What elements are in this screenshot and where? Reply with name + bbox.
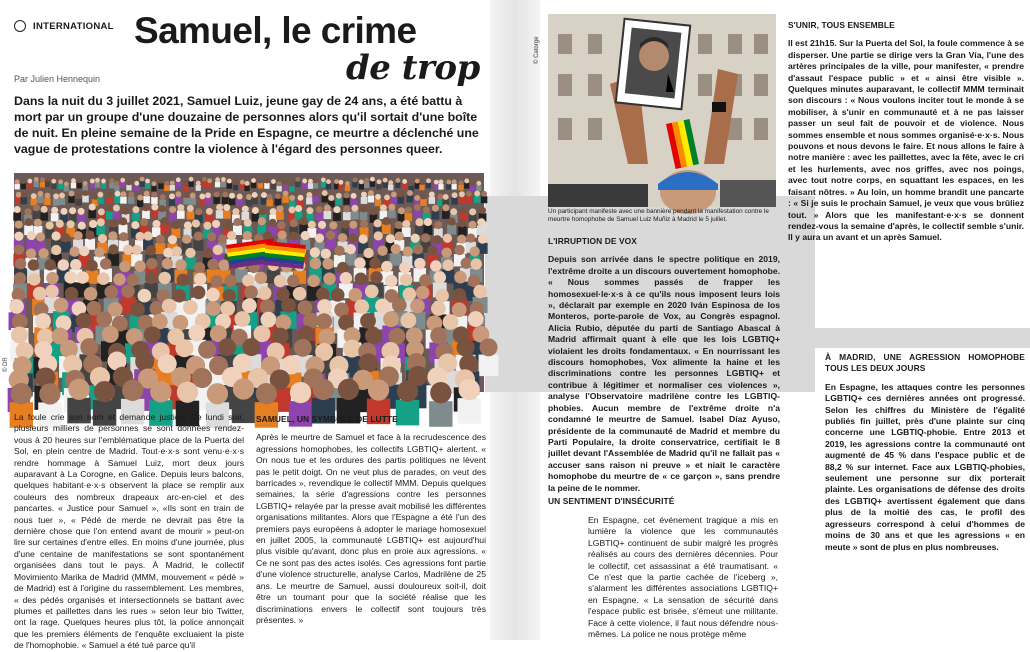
column-3-lower: [548, 496, 780, 514]
column-2: [256, 414, 486, 626]
body-paragraph: La foule crie son nom et demande justice. Ce lundi soir, plusieurs milliers de personnes se sont données rendez-vous à 20 heures sur l'emblématique place de la Puerta del Sol, en plein centre de Madrid. Tout·e·x·s sont venu·e·x·s rendre hommage à Samuel Luiz, mort deux jours auparavant à La Corogne, en Galice. Depuis leurs balcons, quelques habitant·e·x·s observent la place se remplir aux couleurs des nombreux drapeaux arc-en-ciel et des pancartes. « Justice pour Samuel », «Ils sont en train de nous tuer », « Pédé de merde ne devrait pas être la dernière chose que l'on entend avant de mourir » peut-on lire sur certaines d'entre elles. En moins d'une journée, plus d'une centaine de manifestations se sont spontanément organisées dans tout le pays. À Madrid, le collectif Movimiento Marika de Madrid (MMM, mouvement « pédé » de Madrid) est à l'origine du rassemblement. Les membres, « des pédés organisés et intersectionnels se battant avec plumes et paillettes dans les rues » selon leur bio Twitter, ont la rage. Quelques heures plus tôt, la police annonçait que les premiers éléments de l'enquête excluaient la piste de l'homophobie. « Samuel a été tué parce qu'il: [14, 412, 244, 651]
lede-paragraph: Dans la nuit du 3 juillet 2021, Samuel Luiz, jeune gay de 24 ans, a été battu à mort par un groupe d'une douzaine de personnes alors qu'il sortait d'une boîte de nuit. En pleine semaine de la Pride en Espagne, ce meurtre a déclenché une vague de protestations contre la violence à l'égard des personnes queer.: [14, 94, 479, 156]
photo-credit: © Catorge: [534, 36, 540, 64]
subheading: S'UNIR, TOUS ENSEMBLE: [788, 20, 895, 30]
right-page: [534, 0, 1030, 640]
body-paragraph: Après le meurtre de Samuel et face à la recrudescence des agressions homophobes, les collectifs LGBTIQ+ alertent. « On nous tue et les ordures des partis politiques ne lèvent pas le petit doigt. On ne veut plus de parades, on veut des barricades », revendique le collectif MMM. Depuis quelques semaines, la série d'agressions contre les personnes LGBTIQ+ relayée par la presse avait mobilisé les différentes organisations militantes. Alors que l'Espagne a été l'un des premiers pays européens à adopter le mariage homosexuel en juillet 2005, la communauté LGBTIQ+ est aujourd'hui plus visible qu'avant, donc plus en proie aux agressions. « Ce ne sont pas des actes isolés. Ces agressions font partie d'une violence structurelle, analyse Carlos, Madrilène de 25 ans. Le meurtre de Samuel, aussi douloureux soit-il, doit être un tournant pour que la société réalise que les discriminations envers le collectif sont toujours très présentes. »: [256, 432, 486, 625]
subheading: SAMUEL, UN SYMBOLE DE LUTTE: [256, 414, 398, 424]
subheading: L'IRRUPTION DE VOX: [548, 236, 637, 246]
body-paragraph: En Espagne, cet événement tragique a mis en lumière la violence que les communautés LGBTIQ+ continuent de subir malgré les progrès réalisés au cours des dernières décennies. Pour le collectif, cet assassinat a été traumatisant. « Ce n'est que la partie cachée de l'iceberg », s'alarment les différentes associations LGBTIQ+ en Espagne. « La sensation de sécurité dans l'espace public est brisée, s'émeut une militante. Face à cette violence, il faut nous défendre nous-mêmes. La police ne nous protège même: [588, 515, 778, 640]
body-paragraph: Il est 21h15. Sur la Puerta del Sol, la foule commence à se disperser. Une partie se dirige vers la Gran Vía, l'une des artères principales de la ville, pour manifester, « prendre d'assaut l'espace public » et « ainsi être visible ». Quelques minutes auparavant, le collectif MMM terminait son discours : « Nous voulons inciter tout le monde à se mobiliser, à s'unir en communauté et à ne pas laisser passer un seul fait de pouvoir et de violence. Nous sommes ensemble et nous sommes organisé·e·x·s. Nous pouvons et nous devons le faire. Et nous allons le faire à notre manière : avec les paillettes, avec la fête, avec le cri et les hurlements, avec nos griffes, avec nos poings, avec tout notre corps, en squattant les espaces, en les faisant nôtres. » Au loin, un homme brandit une pancarte : « Si je suis le prochain Samuel, je veux que vous brûliez tout. » Alors que les manifestant·e·x·s se donnent rendez-vous la semaine d'après, le collectif semble s'unir. Il y aura un avant et un après Samuel.: [788, 38, 1024, 243]
rubric-label: INTERNATIONAL: [33, 20, 114, 32]
section-rubric: [14, 20, 114, 32]
column-3: [548, 236, 780, 494]
circle-icon: [14, 20, 26, 32]
protest-photo: [548, 14, 776, 207]
column-5: [825, 352, 1025, 553]
subheading: À MADRID, UNE AGRESSION HOMOPHOBE TOUS LES DEUX JOURS: [825, 352, 1025, 374]
photo-caption: Un participant manifeste avec une bannière pendant la manifestation contre le meurtre homophobe de Samuel Luiz Muñiz à Madrid le 5 juillet.: [548, 208, 769, 223]
headline: Samuel, le crime: [134, 10, 417, 51]
column-1: [14, 412, 244, 652]
column-3-lower-text: [588, 515, 778, 640]
body-paragraph: Depuis son arrivée dans le spectre politique en 2019, l'extrême droite a un discours ouvertement homophobe. « Nous sommes passés de frapper les homosexuel·le·x·s à ce qu'ils nous imposent leurs lois », déclarait par exemple en 2020 Iván Espinosa de los Monteros, porte-parole de Vox, au Congrès espagnol. Alicia Rubio, députée du parti de Santiago Abascal à Madrid affirmait quant à elle que les lois LGBTIQ+ violaient les droits fondamentaux. « En nourrissant les discours homophobes, Vox alimente la haine et les discriminations contre les personnes LGBTIQ+ et contribue à légitimer et normaliser ces violences », analyse l'Observatoire madrilène contre les LGBTIQ-phobies. Aucun membre de l'extrême droite n'a condamné le meurtre de Samuel. Isabel Díaz Ayuso, présidente de la communauté de Madrid et membre du Parti Populaire, la droite conservatrice, certifiait le 8 juillet devant l'Assemblée de Madrid qu'il ne fallait pas « accuser sans raison ni preuve » et niait le caractère homophobe du meurtre de « ce garçon », sans prendre la peine de le nommer.: [548, 254, 780, 493]
column-4: [788, 20, 1024, 244]
rainbow-flag-2: [263, 241, 305, 269]
photo-credit: © DR: [3, 357, 9, 372]
headline-italic: de trop: [346, 48, 480, 88]
subheading: UN SENTIMENT D'INSÉCURITÉ: [548, 496, 675, 506]
protest-illustration: [548, 14, 776, 207]
byline: Par Julien Hennequin: [14, 74, 101, 84]
crowd-illustration: [14, 173, 484, 392]
left-page: [0, 0, 490, 651]
body-paragraph: En Espagne, les attaques contre les personnes LGBTIQ+ ces dernières années ont progressé. Selon les chiffres du Ministère de l'égalité publiés fin juillet, près d'une plainte sur cinq concerne une LGBTIQ-phobie. Entre 2013 et 2019, les agressions contre la communauté ont augmenté de 45 % dans l'espace public et de 88,2 % sur internet. Face aux LGBTIQ-phobies, seulement une personne sur dix porterait plainte. Les organisations de défense des droits des LGBTIQ+ avertissent également que dans plus de la moitié des cas, le profil des agresseurs correspond à celui d'hommes de moins de 30 ans et que les agressions « en meute » sont de plus en plus nombreuses.: [825, 381, 1025, 552]
crowd-photo: [14, 173, 484, 392]
